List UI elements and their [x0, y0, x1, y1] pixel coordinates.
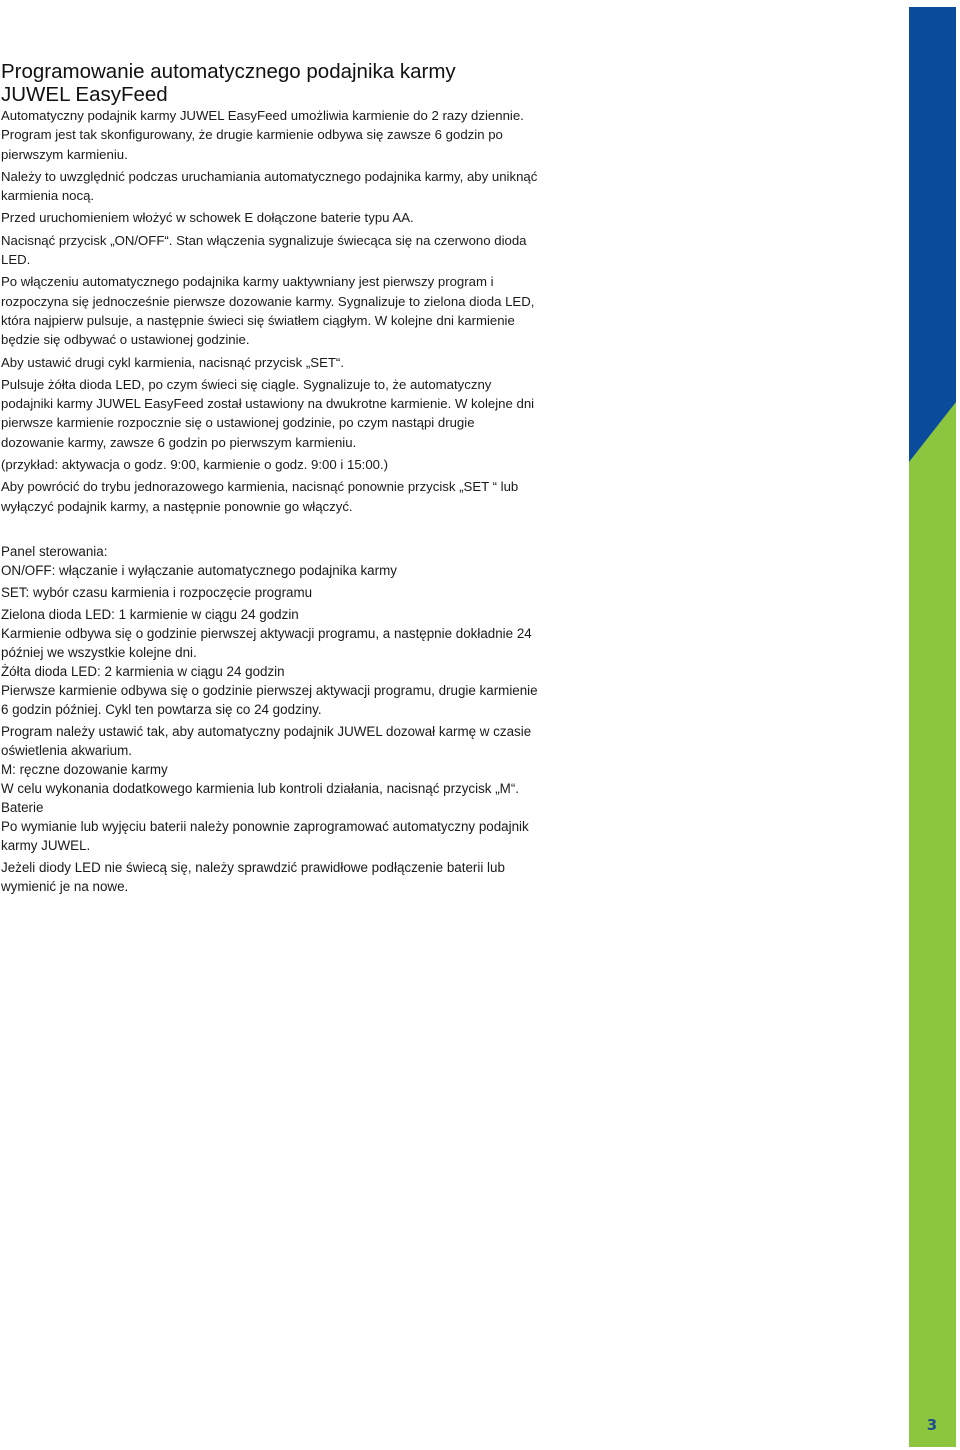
panel-heading: Panel sterowania:: [1, 543, 108, 559]
panel-yellow-led-title: Żółta dioda LED: 2 karmienia w ciągu 24 godzin: [1, 663, 285, 679]
panel-battery-title: Baterie: [1, 799, 44, 815]
intro-paragraph-3: Przed uruchomieniem włożyć w schowek E dołączone baterie typu AA.: [1, 210, 414, 226]
intro-paragraph-2: Należy to uwzględnić podczas uruchamiania automatycznego podajnika karmy, aby uniknąć karmienia nocą.: [1, 168, 538, 204]
panel-onoff-line: ON/OFF: włączanie i wyłączanie automatycznego podajnika karmy: [1, 562, 397, 578]
panel-program-note: Program należy ustawić tak, aby automatyczny podajnik JUWEL dozował karmę w czasie oświetlenia akwarium.: [1, 723, 532, 758]
intro-paragraph-9: Aby powrócić do trybu jednorazowego karmienia, nacisnąć ponownie przycisk „SET “ lub wyłączyć podajnik karmy, a następnie ponownie go włączyć.: [1, 479, 519, 514]
panel-m-title: M: ręczne dozowanie karmy: [1, 761, 168, 777]
panel-yellow-led-desc: Pierwsze karmienie odbywa się o godzinie pierwszej aktywacji programu, drugie karmienie 6 godzin później. Cykl ten powtarza się co 24 godziny.: [1, 682, 538, 717]
panel-green-led-desc: Karmienie odbywa się o godzinie pierwszej aktywacji programu, a następnie dokładnie 24 później we wszystkie kolejne dni.: [1, 625, 532, 660]
decorative-side-band: [909, 7, 956, 1447]
intro-paragraph-6: Aby ustawić drugi cykl karmienia, nacisnąć przycisk „SET“.: [1, 354, 344, 370]
intro-paragraph-1: Automatyczny podajnik karmy JUWEL EasyFeed umożliwia karmienie do 2 razy dziennie. Program jest tak skonfigurowany, że drugie karmienie odbywa się zawsze 6 godzin po pierwszym karmieniu.: [1, 108, 524, 162]
side-band-graphic: [909, 7, 956, 1447]
side-band-blue: [909, 7, 956, 462]
document-title: [1, 60, 541, 106]
intro-paragraph-4: Nacisnąć przycisk „ON/OFF“. Stan włączenia sygnalizuje świecąca się na czerwono dioda LED.: [1, 232, 527, 268]
intro-paragraph-8: (przykład: aktywacja o godz. 9:00, karmienie o godz. 9:00 i 15:00.): [1, 457, 389, 473]
control-panel-section: [1, 542, 541, 896]
intro-paragraph-7: Pulsuje żółta dioda LED, po czym świeci się ciągle. Sygnalizuje to, że automatyczny podajniki karmy JUWEL EasyFeed został ustawiony na dwukrotne karmienie. W kolejne dni pierwsze karmienie rozpocznie się o ustawionej godzinie, po czym nastąpi drugie dozowanie karmy, zawsze 6 godzin po pierwszym karmieniu.: [1, 376, 535, 450]
panel-led-note: Jeżeli diody LED nie świecą się, należy sprawdzić prawidłowe podłączenie baterii lub wymienić je na nowe.: [1, 859, 505, 894]
title-line-1: Programowanie automatycznego podajnika karmy: [1, 60, 456, 83]
intro-paragraph-5: Po włączeniu automatycznego podajnika karmy uaktywniany jest pierwszy program i rozpoczyna się jednocześnie pierwsze dozowanie karmy. Sygnalizuje to zielona dioda LED, która najpierw pulsuje, a następnie świeci się światłem ciągłym. W kolejne dni karmienie będzie się odbywać o ustawionej godzinie.: [1, 274, 535, 348]
title-line-2: JUWEL EasyFeed: [1, 83, 168, 106]
panel-battery-desc: Po wymianie lub wyjęciu baterii należy ponownie zaprogramować automatyczny podajnik karmy JUWEL.: [1, 818, 529, 853]
panel-set-line: SET: wybór czasu karmienia i rozpoczęcie programu: [1, 584, 313, 600]
page-number: 3: [926, 1416, 938, 1434]
panel-m-desc: W celu wykonania dodatkowego karmienia lub kontroli działania, nacisnąć przycisk „M“.: [1, 780, 520, 796]
document-body: [1, 60, 541, 896]
panel-green-led-title: Zielona dioda LED: 1 karmienie w ciągu 24 godzin: [1, 606, 299, 622]
